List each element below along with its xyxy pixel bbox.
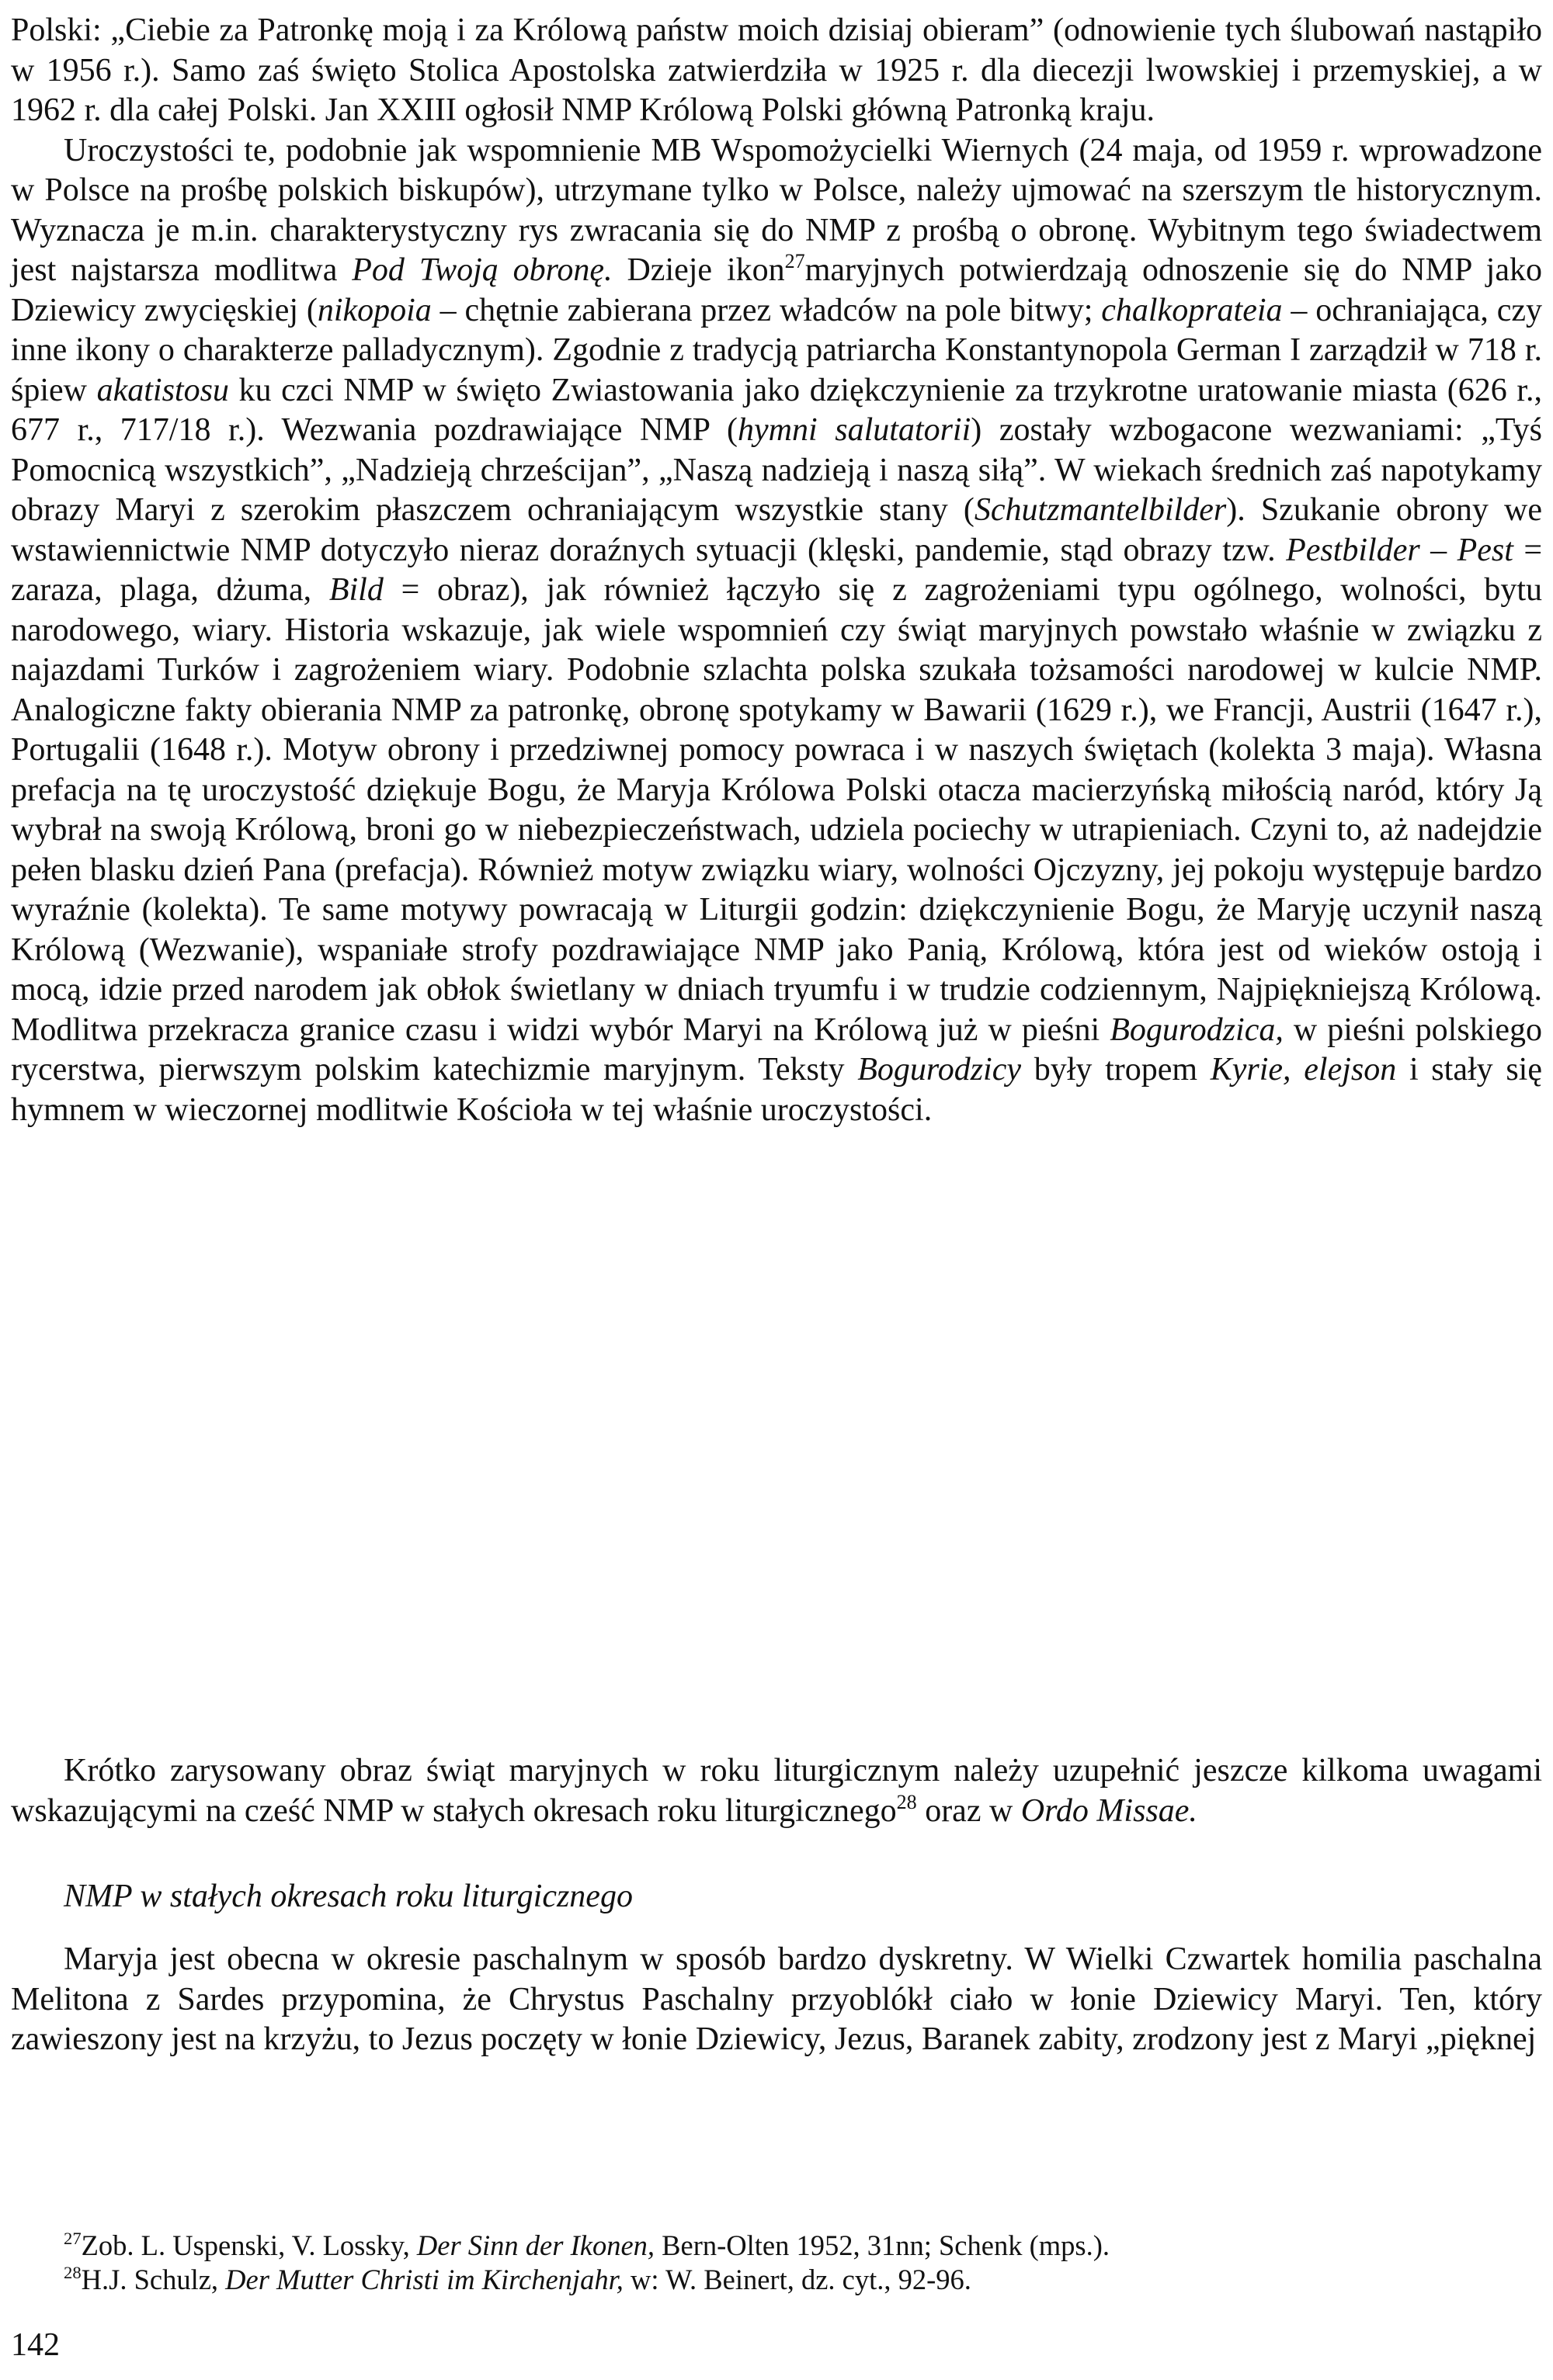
footnote-27: [64, 2229, 1539, 2263]
footnote-number: 27: [64, 2228, 82, 2248]
p2-italic-nikopoia: nikopoia: [317, 292, 432, 328]
p2-text-12: były tropem: [1021, 1052, 1211, 1088]
p2-italic-chalkoprateia: chalkoprateia: [1101, 292, 1283, 328]
paragraph-4: [11, 1940, 1542, 2060]
footnote-text: Bern-Olten 1952, 31nn; Schenk (mps.).: [655, 2229, 1110, 2261]
p2-italic-kyrie-elejson: Kyrie, elejson: [1210, 1052, 1397, 1088]
p2-text-13: i stały się hymnem w wieczornej modlitwie Kościoła w tej właśnie uroczystości.: [11, 1052, 1542, 1128]
footnote-italic-title: Der Sinn der Ikonen,: [416, 2229, 655, 2261]
p2-text-4: – chętnie zabierana przez władców na pole bitwy;: [431, 292, 1102, 328]
paragraph-2: [11, 131, 1542, 1131]
p2-italic-bogurodzicy: Bogurodzicy: [857, 1052, 1021, 1088]
p2-text-5: – ochraniająca, czy inne ikony o charakterze palladycznym). Zgodnie z tradycją patriarcha Konstantynopola German I zarządził w 718 r. śpiew: [11, 292, 1542, 408]
p2-text-6: ku czci NMP w święto Zwiastowania jako dziękczynienie za trzykrotne uratowanie miasta (626 r., 677 r., 717/18 r.). Wezwania pozdrawiające NMP (: [11, 372, 1542, 448]
p3-text-2: oraz w: [916, 1792, 1021, 1829]
p2-text-9: = zaraza, plaga, dżuma,: [11, 532, 1543, 608]
p2-text-10: = obraz), jak również łączyło się z zagrożeniami typu ogólnego, wolności, bytu narodowego, wiary. Historia wskazuje, jak wiele wspomnień czy świąt maryjnych powstało właśnie w związku z najazdami Turków i zagrożeniem wiary. Podobnie szlachta polska szukała tożsamości narodowej w kulcie NMP. Analogiczne fakty obierania NMP za patronkę, obronę spotykamy w Bawarii (1629 r.), we Francji, Austrii (1647 r.), Portugalii (1648 r.). Motyw obrony i przedziwnej pomocy powraca i w naszych świętach (kolekta 3 maja). Własna prefacja na tę uroczystość dziękuje Bogu, że Maryja Królowa Polski otacza macierzyńską miłością naród, który Ją wybrał na swoją Królową, broni go w niebezpieczeństwach, udziela pociechy w utrapieniach. Czyni to, aż nadejdzie pełen blasku dzień Pana (prefacja). Również motyw związku wiary, wolności Ojczyzny, jej pokoju występuje bardzo wyraźnie (kolekta). Te same motywy powracają w Liturgii godzin: dziękczynienie Bogu, że Maryję uczynił naszą Królową (Wezwanie), wspaniałe strofy pozdrawiające NMP jako Panią, Królową, która jest od wieków ostoją i mocą, idzie przed narodem jak obłok świetlany w dniach tryumfu i w trudzie codziennym, Najpiękniejszą Królową. Modlitwa przekracza granice czasu i widzi wybór Maryi na Królową już w pieśni: [11, 572, 1542, 1048]
footnote-ref-27[interactable]: 27: [784, 249, 805, 272]
p2-italic-schutzmantelbilder: Schutzmantelbilder: [974, 492, 1227, 528]
paragraph-3: [11, 1751, 1542, 1831]
p2-text-1: Uroczystości te, podobnie jak wspomnienie MB Wspomożycielki Wiernych (24 maja, od 1959 r. wprowadzone w Polsce na prośbę polskich biskupów), utrzymane tylko w Polsce, należy ujmować na szerszym tle historycznym. Wyznacza je m.in. charakterystyczny rys zwracania się do NMP z prośbą o obronę. Wybitnym tego świadectwem jest najstarsza modlitwa: [11, 132, 1542, 288]
p3-text-1: Krótko zarysowany obraz świąt maryjnych w roku liturgicznym należy uzupełnić jeszcze kilkoma uwagami wskazującymi na cześć NMP w stałych okresach roku liturgicznego: [11, 1753, 1542, 1829]
p2-text-11: w pieśni polskiego rycerstwa, pierwszym polskim katechizmie maryjnym. Teksty: [11, 1011, 1542, 1088]
p2-text-7: ) zostały wzbogacone wezwaniami: „Tyś Pomocnicą wszystkich”, „Nadzieją chrześcijan”, „Naszą nadzieją i naszą siłą”. W wiekach średnich zaś napotykamy obrazy Maryi z szerokim płaszczem ochraniającym wszystkie stany (: [11, 412, 1542, 528]
footnote-number: 28: [64, 2262, 82, 2282]
paragraph-1: Polski: „Ciebie za Patronkę moją i za Królową państw moich dzisiaj obieram” (odnowienie tych ślubowań nastąpiło w 1956 r.). Samo zaś święto Stolica Apostolska zatwierdziła w 1925 r. dla diecezji lwowskiej i przemyskiej, a w 1962 r. dla całej Polski. Jan XXIII ogłosił NMP Królową Polski główną Patronką kraju.: [11, 12, 1542, 128]
p2-text-2: Dzieje ikon: [612, 252, 785, 288]
p2-text-8: ). Szukanie obrony we wstawiennictwie NMP dotyczyło nieraz doraźnych sytuacji (klęski, pandemie, stąd obrazy tzw.: [11, 492, 1542, 568]
footnote-italic-title: Der Mutter Christi im Kirchenjahr,: [225, 2264, 624, 2295]
footnote-ref-28[interactable]: 28: [896, 1790, 917, 1813]
p2-italic-bogurodzica: Bogurodzica,: [1110, 1011, 1284, 1048]
p2-text-3: maryjnych potwierdzają odnoszenie się do NMP jako Dziewicy zwycięskiej (: [11, 252, 1542, 328]
p4-text: Maryja jest obecna w okresie paschalnym w sposób bardzo dyskretny. W Wielki Czwartek homilia paschalna Melitona z Sardes przypomina, że Chrystus Paschalny przyoblókł ciało w łonie Dziewicy Maryi. Ten, który zawieszony jest na krzyżu, to Jezus poczęty w łonie Dziewicy, Jezus, Baranek zabity, zrodzony jest z Maryi „pięknej: [11, 1941, 1542, 2057]
p2-italic-pod-twoja-obrone: Pod Twoją obronę.: [352, 252, 613, 288]
p2-italic-hymni-salutatorii: hymni salutatorii: [738, 412, 971, 448]
footnote-text: w: W. Beinert, dz. cyt., 92-96.: [623, 2264, 971, 2295]
main-text-block: [11, 11, 1542, 1130]
footnote-28: [64, 2263, 1539, 2297]
footnote-text: Zob. L. Uspenski, V. Lossky,: [81, 2229, 417, 2261]
footnote-text: H.J. Schulz,: [81, 2264, 226, 2295]
p2-italic-akatistosu: akatistosu: [96, 372, 229, 408]
page-number: 142: [11, 2327, 60, 2363]
p3-italic-ordo-missae: Ordo Missae.: [1020, 1792, 1197, 1829]
section-heading: NMP w stałych okresach roku liturgicznego: [64, 1879, 633, 1914]
p2-italic-bild: Bild: [328, 572, 384, 608]
p2-italic-pestbilder: Pestbilder – Pest: [1286, 532, 1513, 568]
